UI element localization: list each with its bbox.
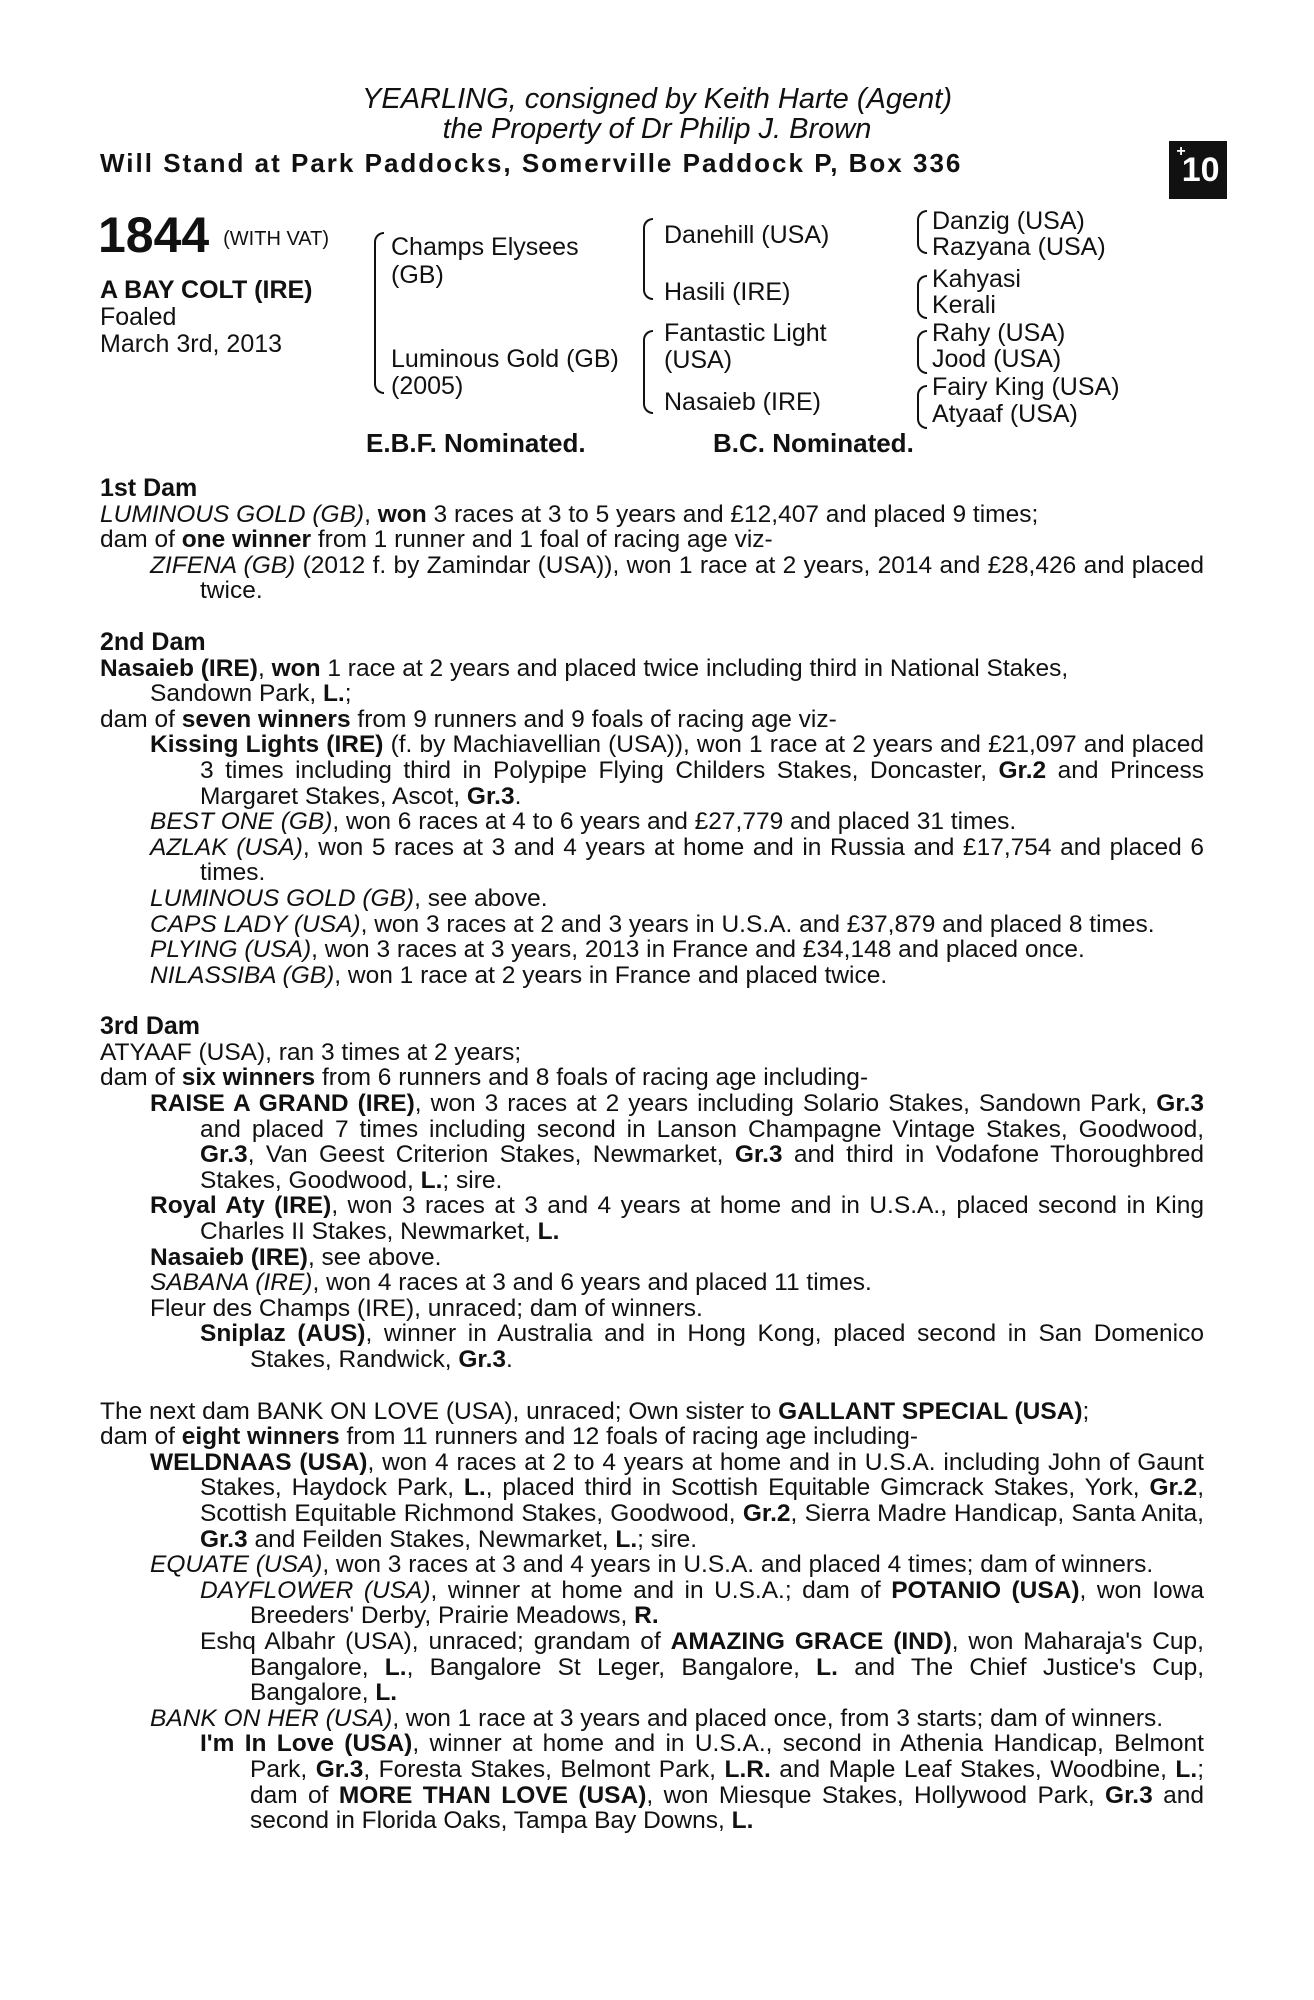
vat-label: (WITH VAT) bbox=[223, 227, 330, 250]
header-consignor: YEARLING, consigned by Keith Harte (Agent) bbox=[362, 83, 952, 115]
produce-nasaieb: Nasaieb (IRE), see above. bbox=[150, 1243, 442, 1271]
produce-best-one: BEST ONE (GB), won 6 races at 4 to 6 years and £27,779 and placed 31 times. bbox=[150, 808, 1017, 836]
produce-luminous-gold: LUMINOUS GOLD (GB), see above. bbox=[150, 884, 548, 912]
ped-ds: Fantastic Light bbox=[664, 319, 827, 347]
stand-location: Will Stand at Park Paddocks, Somerville Paddock P, Box 336 bbox=[100, 148, 963, 178]
third-dam-line: ATYAAF (USA), ran 3 times at 2 years; bbox=[100, 1038, 522, 1066]
produce-equate: EQUATE (USA), won 3 races at 3 and 4 years in U.S.A. and placed 4 times; dam of winners. bbox=[150, 1551, 1154, 1579]
ped-sss: Danzig (USA) bbox=[932, 207, 1085, 235]
badge-plus: + bbox=[1176, 143, 1186, 160]
lot-number-block bbox=[98, 208, 329, 266]
ped-sdd: Kerali bbox=[932, 291, 996, 319]
brace-gen3-1 bbox=[917, 210, 927, 254]
produce-azlak: AZLAK (USA), won 5 races at 3 and 4 years at home and in Russia and £17,754 and placed 6 times. bbox=[150, 833, 1204, 887]
first-dam-line: LUMINOUS GOLD (GB), won 3 races at 3 to 5 years and £12,407 and placed 9 times; bbox=[100, 500, 1039, 528]
next-dam-line: The next dam BANK ON LOVE (USA), unraced; Own sister to GALLANT SPECIAL (USA); bbox=[100, 1397, 1090, 1425]
ped-sds: Kahyasi bbox=[932, 265, 1021, 293]
next-dam-produce: dam of eight winners from 11 runners and 12 foals of racing age including- bbox=[100, 1423, 918, 1451]
produce-caps-lady: CAPS LADY (USA), won 3 races at 2 and 3 years in U.S.A. and £37,879 and placed 8 times. bbox=[150, 910, 1155, 938]
ped-dsd: Jood (USA) bbox=[932, 345, 1062, 373]
ped-dds: Fairy King (USA) bbox=[932, 373, 1120, 401]
produce-kissing-lights: Kissing Lights (IRE) (f. by Machiavellian (USA)), won 1 race at 2 years and £21,097 and placed 3 times including third in Polypipe Flying Childers Stakes, Doncaster, Gr.2 and Princess Margaret Stakes, Ascot, Gr.3. bbox=[150, 731, 1204, 810]
ped-sire: Champs Elysees bbox=[391, 233, 579, 261]
foaled-date: March 3rd, 2013 bbox=[100, 330, 283, 358]
header-property: the Property of Dr Philip J. Brown bbox=[442, 113, 872, 145]
foaled-label: Foaled bbox=[100, 303, 177, 331]
ped-sire-country: (GB) bbox=[391, 261, 444, 289]
first-dam-produce: dam of one winner from 1 runner and 1 foal of racing age viz- bbox=[100, 526, 773, 554]
produce-sniplaz: Sniplaz (AUS), winner in Australia and in Hong Kong, placed second in San Domenico Stakes, Randwick, Gr.3. bbox=[200, 1320, 1204, 1373]
ped-sd: Hasili (IRE) bbox=[664, 278, 791, 306]
ped-dam-year: (2005) bbox=[391, 372, 464, 400]
section-heading-2nd-dam: 2nd Dam bbox=[100, 627, 206, 656]
lot-badge bbox=[1169, 141, 1227, 199]
brace-dam-parents bbox=[643, 330, 653, 414]
produce-sabana: SABANA (IRE), won 4 races at 3 and 6 years and placed 11 times. bbox=[150, 1269, 872, 1297]
section-heading-3rd-dam: 3rd Dam bbox=[100, 1012, 201, 1041]
produce-bank-on-her: BANK ON HER (USA), won 1 race at 3 years and placed once, from 3 starts; dam of winners. bbox=[150, 1704, 1164, 1732]
brace-sire-dam bbox=[374, 232, 384, 394]
third-dam-produce: dam of six winners from 6 runners and 8 foals of racing age including- bbox=[100, 1064, 869, 1092]
produce-weldnaas: WELDNAAS (USA), won 4 races at 2 to 4 years at home and in U.S.A. including John of Gaunt Stakes, Haydock Park, L., placed third in Scottish Equitable Gimcrack Stakes, York, Gr.2, Scottish Equitable Richmond Stakes, Goodwood, Gr.2, Sierra Madre Handicap, Santa Anita, Gr.3 and Feilden Stakes, Newmarket, L.; sire. bbox=[150, 1448, 1204, 1553]
section-heading-1st-dam: 1st Dam bbox=[100, 474, 198, 502]
brace-gen3-3 bbox=[917, 330, 927, 374]
horse-name: A BAY COLT (IRE) bbox=[100, 276, 313, 304]
produce-plying: PLYING (USA), won 3 races at 3 years, 2013 in France and £34,148 and placed once. bbox=[150, 936, 1085, 964]
brace-gen3-2 bbox=[917, 275, 927, 319]
produce-im-in-love: I'm In Love (USA), winner at home and in U.S.A., second in Athenia Handicap, Belmont Park, Gr.3, Foresta Stakes, Belmont Park, L.R. and Maple Leaf Stakes, Woodbine, L.; dam of MORE THAN LOVE (USA), won Miesque Stakes, Hollywood Park, Gr.3 and second in Florida Oaks, Tampa Bay Downs, L. bbox=[200, 1730, 1205, 1835]
second-dam-line: Nasaieb (IRE), won 1 race at 2 years and placed twice including third in National Stakes, Sandown Park, L.; bbox=[100, 654, 1069, 708]
ped-dss: Rahy (USA) bbox=[932, 319, 1066, 347]
ebf-nominated: E.B.F. Nominated. bbox=[366, 428, 586, 458]
ped-dd: Nasaieb (IRE) bbox=[664, 388, 821, 416]
produce-fleur-des-champs: Fleur des Champs (IRE), unraced; dam of winners. bbox=[150, 1294, 703, 1322]
second-dam-produce: dam of seven winners from 9 runners and 9 foals of racing age viz- bbox=[100, 705, 837, 733]
lot-number: 1844 bbox=[98, 207, 210, 263]
catalogue-body bbox=[100, 476, 1204, 1834]
ped-ddd: Atyaaf (USA) bbox=[932, 400, 1078, 428]
produce-nilassiba: NILASSIBA (GB), won 1 race at 2 years in France and placed twice. bbox=[150, 961, 888, 989]
brace-gen3-4 bbox=[917, 385, 927, 429]
brace-sire-parents bbox=[643, 218, 653, 300]
ped-ssd: Razyana (USA) bbox=[932, 233, 1106, 261]
produce-royal-aty: Royal Aty (IRE), won 3 races at 3 and 4 years at home and in U.S.A., placed second in King Charles II Stakes, Newmarket, L. bbox=[150, 1192, 1204, 1246]
ped-ss: Danehill (USA) bbox=[664, 221, 830, 249]
produce-eshq-albahr: Eshq Albahr (USA), unraced; grandam of AMAZING GRACE (IND), won Maharaja's Cup, Bangalore, L., Bangalore St Leger, Bangalore, L. and The Chief Justice's Cup, Bangalore, L. bbox=[200, 1627, 1205, 1707]
ped-ds-country: (USA) bbox=[664, 346, 733, 374]
badge-number: 10 bbox=[1181, 151, 1220, 189]
produce-zifena: ZIFENA (GB) (2012 f. by Zamindar (USA)), won 1 race at 2 years, 2014 and £28,426 and placed twice. bbox=[150, 551, 1204, 605]
produce-dayflower: DAYFLOWER (USA), winner at home and in U.S.A.; dam of POTANIO (USA), won Iowa Breeders' Derby, Prairie Meadows, R. bbox=[200, 1576, 1204, 1630]
ped-dam: Luminous Gold (GB) bbox=[391, 345, 619, 373]
produce-raise-a-grand: RAISE A GRAND (IRE), won 3 races at 2 years including Solario Stakes, Sandown Park, Gr.3 and placed 7 times including second in Lanson Champagne Vintage Stakes, Goodwood, Gr.3, Van Geest Criterion Stakes, Newmarket, Gr.3 and third in Vodafone Thoroughbred Stakes, Goodwood, L.; sire. bbox=[150, 1090, 1204, 1194]
bc-nominated: B.C. Nominated. bbox=[713, 428, 914, 458]
